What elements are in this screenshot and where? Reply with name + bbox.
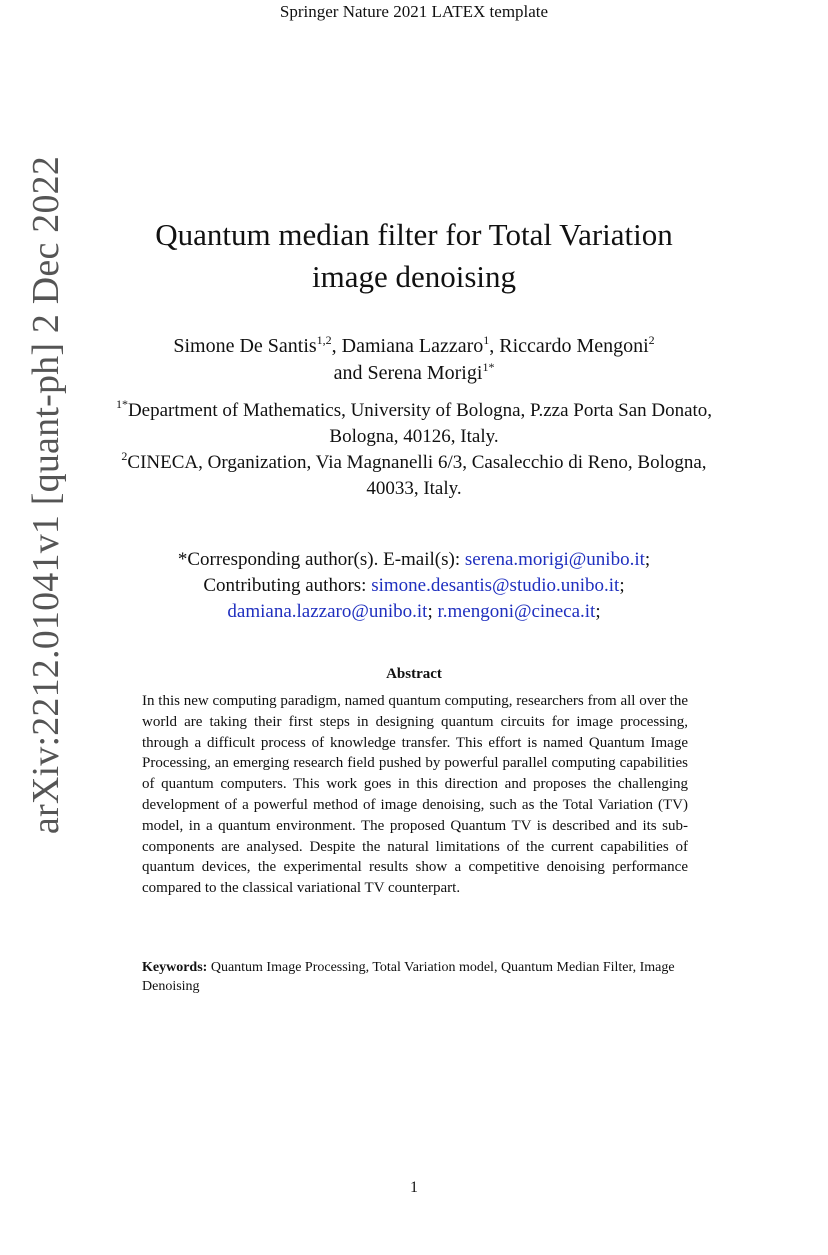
affiliation-1	[100, 398, 728, 450]
correspondence: *Corresponding author(s). E-mail(s): serena.morigi@unibo.it; Contributing authors: simone.desantis@studio.unibo.it; damiana.lazzaro@unibo.it; r.mengoni@cineca.it;	[177, 549, 651, 622]
corr-prefix: *Corresponding author(s). E-mail(s):	[177, 549, 465, 570]
affiliation-2	[100, 450, 728, 502]
title-line-2: image denoising	[311, 259, 517, 294]
affil-marker: 2	[121, 449, 128, 463]
keywords	[142, 958, 688, 996]
author-separator: and	[333, 362, 368, 384]
author-name: Riccardo Mengoni	[499, 335, 649, 357]
title-line-1: Quantum median filter for Total Variation	[155, 217, 673, 252]
author-affil-marker: 1,2	[316, 333, 332, 347]
author-name: Damiana Lazzaro	[341, 335, 484, 357]
abstract-heading: Abstract	[386, 666, 442, 682]
affil-text: Department of Mathematics, University of Bologna, P.zza Porta San Donato, Bologna, 40126, Italy.	[127, 400, 713, 447]
paper-title	[100, 214, 728, 298]
abstract-body: In this new computing paradigm, named quantum computing, researchers from all over the world are taking their first steps in designing quantum circuits for image processing, through a difficult process of knowledge transfer. This effort is named Quantum Image Processing, an emerging research field pushed by powerful parallel computing capabilities of quantum computers. This work goes in this direction and proposes the challenging development of a powerful method of image denoising, such as the Total Variation (TV) model, in a quantum environment. The proposed Quantum TV is described and its sub-components are analysed. Despite the natural limitations of the current capabilities of quantum devices, the experimental results show a competitive denoising performance compared to the classical variational TV counterpart.	[142, 693, 688, 897]
keywords-label: Keywords:	[142, 960, 208, 975]
author-separator: ,	[489, 335, 500, 357]
page-number: 1	[410, 1179, 418, 1196]
keywords-text: Quantum Image Processing, Total Variation model, Quantum Median Filter, Image Denoising	[142, 960, 675, 994]
header-text-end: template	[485, 2, 549, 21]
latex-logo: LATEX	[431, 2, 486, 21]
arxiv-stamp: arXiv:2212.01041v1 [quant-ph] 2 Dec 2022	[25, 155, 67, 835]
author-list	[80, 333, 748, 387]
author-separator: ,	[331, 335, 342, 357]
author-affil-marker: 2	[648, 333, 655, 347]
affil-marker: 1*	[115, 397, 128, 411]
email-link[interactable]: r.mengoni@cineca.it	[437, 601, 596, 622]
affil-text: CINECA, Organization, Via Magnanelli 6/3, Casalecchio di Reno, Bologna, 40033, Italy.	[127, 452, 707, 499]
author-name: Serena Morigi	[367, 362, 483, 384]
email-link[interactable]: damiana.lazzaro@unibo.it	[227, 601, 428, 622]
contrib-prefix: Contributing authors:	[203, 575, 372, 596]
running-header	[0, 2, 828, 22]
email-link[interactable]: simone.desantis@studio.unibo.it	[371, 575, 620, 596]
header-text-start: Springer Nature 2021	[279, 2, 432, 21]
author-affil-marker: 1	[483, 333, 490, 347]
corr-email-link[interactable]: serena.morigi@unibo.it	[464, 549, 645, 570]
affiliations	[100, 398, 728, 502]
author-name: Simone De Santis	[173, 335, 317, 357]
author-affil-marker: 1*	[482, 360, 495, 374]
